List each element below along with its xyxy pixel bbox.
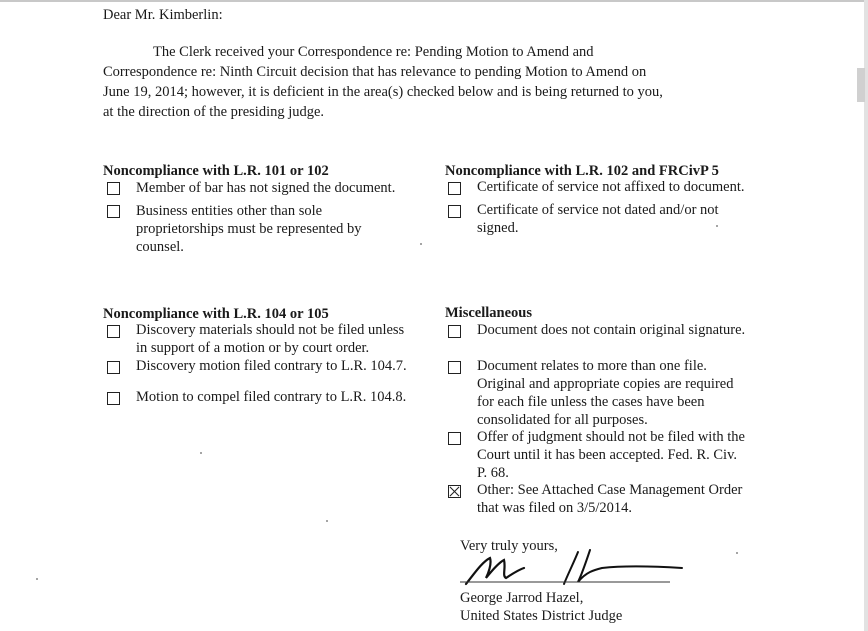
scan-speck	[716, 225, 718, 227]
item-text: Discovery materials should not be filed unless	[136, 322, 405, 338]
checkbox-more-than-one-file[interactable]	[448, 361, 461, 374]
item-text: in support of a motion or by court order.	[136, 340, 370, 356]
intro-line-1: The Clerk received your Correspondence re: Pending Motion to Amend and	[153, 44, 594, 60]
section-heading-lr104: Noncompliance with L.R. 104 or 105	[103, 306, 329, 322]
scan-speck	[420, 243, 422, 245]
scan-speck	[736, 552, 738, 554]
item-text: P. 68.	[477, 465, 509, 481]
section-heading-misc: Miscellaneous	[445, 305, 532, 321]
checkbox-certificate-not-affixed[interactable]	[448, 182, 461, 195]
signer-title: United States District Judge	[460, 608, 623, 624]
intro-line-3: June 19, 2014; however, it is deficient in the area(s) checked below and is being returned to you,	[103, 84, 663, 100]
item-text: Certificate of service not dated and/or not	[477, 202, 719, 218]
item-text: Business entities other than sole	[136, 203, 323, 219]
checkbox-discovery-motion[interactable]	[107, 361, 120, 374]
checkbox-no-original-signature[interactable]	[448, 325, 461, 338]
item-text: consolidated for all purposes.	[477, 412, 648, 428]
item-text: Document relates to more than one file.	[477, 358, 707, 374]
valediction: Very truly yours,	[460, 538, 558, 554]
item-text: Discovery motion filed contrary to L.R. 104.7.	[136, 358, 407, 374]
checkbox-offer-of-judgment[interactable]	[448, 432, 461, 445]
item-text: Offer of judgment should not be filed with the	[477, 429, 745, 445]
section-heading-lr102: Noncompliance with L.R. 102 and FRCivP 5	[445, 163, 719, 179]
item-text: signed.	[477, 220, 519, 236]
item-text: Other: See Attached Case Management Order	[477, 482, 743, 498]
checkbox-business-entities[interactable]	[107, 205, 120, 218]
item-text: Certificate of service not affixed to document.	[477, 179, 745, 195]
scan-speck	[36, 578, 38, 580]
checkbox-certificate-not-dated[interactable]	[448, 205, 461, 218]
section-heading-lr101: Noncompliance with L.R. 101 or 102	[103, 163, 329, 179]
checkbox-discovery-materials[interactable]	[107, 325, 120, 338]
judge-signature	[460, 544, 690, 588]
item-text: proprietorships must be represented by	[136, 221, 362, 237]
item-text: counsel.	[136, 239, 184, 255]
item-text: Court until it has been accepted. Fed. R. Civ.	[477, 447, 738, 463]
salutation: Dear Mr. Kimberlin:	[103, 7, 223, 23]
item-text: Motion to compel filed contrary to L.R. 104.8.	[136, 389, 407, 405]
signer-name: George Jarrod Hazel,	[460, 590, 584, 606]
intro-line-2: Correspondence re: Ninth Circuit decision that has relevance to pending Motion to Amend on	[103, 64, 647, 80]
checkbox-other[interactable]	[448, 485, 461, 498]
scrollbar-thumb[interactable]	[857, 68, 865, 102]
scan-speck	[326, 520, 328, 522]
page-top-edge	[0, 0, 868, 2]
item-text: Original and appropriate copies are required	[477, 376, 734, 392]
checkbox-member-of-bar[interactable]	[107, 182, 120, 195]
item-text: that was filed on 3/5/2014.	[477, 500, 633, 516]
checkbox-motion-to-compel[interactable]	[107, 392, 120, 405]
scan-speck	[200, 452, 202, 454]
item-text: for each file unless the cases have been	[477, 394, 705, 410]
intro-line-4: at the direction of the presiding judge.	[103, 104, 325, 120]
item-text: Document does not contain original signature.	[477, 322, 746, 338]
item-text: Member of bar has not signed the document.	[136, 180, 396, 196]
